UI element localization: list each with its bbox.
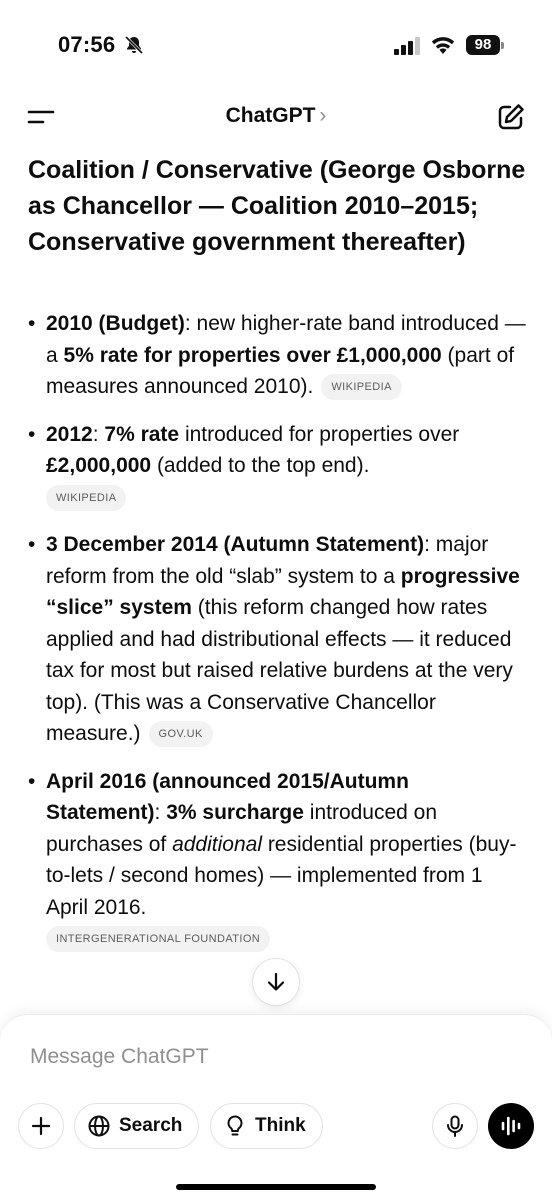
chat-header bbox=[0, 92, 552, 142]
dictate-button[interactable] bbox=[432, 1103, 478, 1149]
list-item: • 2012: 7% rate introduced for properties over £2,000,000 (added to the top end). WIKIPEDIA bbox=[28, 419, 528, 514]
source-pill[interactable]: WIKIPEDIA bbox=[321, 374, 401, 400]
chat-message-area[interactable] bbox=[0, 148, 552, 1010]
lightbulb-icon bbox=[223, 1114, 247, 1138]
composer-toolbar bbox=[0, 1103, 552, 1149]
arrow-down-icon bbox=[265, 971, 287, 993]
cellular-signal-icon bbox=[394, 37, 422, 55]
think-button-label: Think bbox=[255, 1115, 306, 1136]
battery-level: 98 bbox=[466, 35, 500, 55]
waveform-icon bbox=[499, 1115, 523, 1137]
status-bar bbox=[0, 0, 552, 90]
status-time: 07:56 bbox=[58, 32, 116, 57]
composer bbox=[0, 1014, 552, 1200]
section-heading: Coalition / Conservative (George Osborne as Chancellor — Coalition 2010–2015; Conservative government thereafter) bbox=[28, 156, 526, 256]
model-selector[interactable] bbox=[0, 104, 552, 128]
scroll-down-button[interactable] bbox=[252, 958, 300, 1006]
voice-mode-button[interactable] bbox=[488, 1103, 534, 1149]
list-item: • April 2016 (announced 2015/Autumn Statement): 3% surcharge introduced on purchases of additional residential properties (buy-to-lets / second homes) — implemented from 1 April 2016. INTERGENERATIONAL FOUNDATION bbox=[28, 766, 528, 955]
think-button[interactable] bbox=[210, 1103, 323, 1149]
wifi-icon bbox=[430, 35, 456, 55]
list-item: • 2010 (Budget): new higher-rate band introduced — a 5% rate for properties over £1,000,000 (part of measures announced 2010). WIKIPEDIA bbox=[28, 308, 528, 403]
source-pill[interactable]: GOV.UK bbox=[149, 721, 213, 747]
search-button-label: Search bbox=[119, 1115, 183, 1136]
battery-icon bbox=[466, 35, 504, 55]
search-button[interactable] bbox=[74, 1103, 199, 1149]
mic-icon bbox=[445, 1115, 465, 1137]
header-title: ChatGPT bbox=[225, 104, 316, 127]
silent-bell-icon bbox=[124, 35, 144, 55]
source-pill[interactable]: WIKIPEDIA bbox=[46, 485, 126, 511]
home-indicator[interactable] bbox=[176, 1184, 376, 1190]
source-pill[interactable]: INTERGENERATIONAL FOUNDATION bbox=[46, 926, 270, 952]
edit-icon[interactable] bbox=[496, 102, 526, 132]
bullet-list bbox=[28, 308, 528, 971]
plus-icon bbox=[31, 1116, 51, 1136]
globe-icon bbox=[87, 1114, 111, 1138]
chevron-right-icon: › bbox=[319, 104, 327, 127]
add-button[interactable] bbox=[18, 1103, 64, 1149]
list-item: • 3 December 2014 (Autumn Statement): major reform from the old “slab” system to a progressive “slice” system (this reform changed how rates applied and had distributional effects — it reduced tax for most but raised relative burdens at the very top). (This was a Conservative Chancellor measure.) GOV.UK bbox=[28, 529, 528, 750]
message-input[interactable] bbox=[30, 1041, 510, 1073]
